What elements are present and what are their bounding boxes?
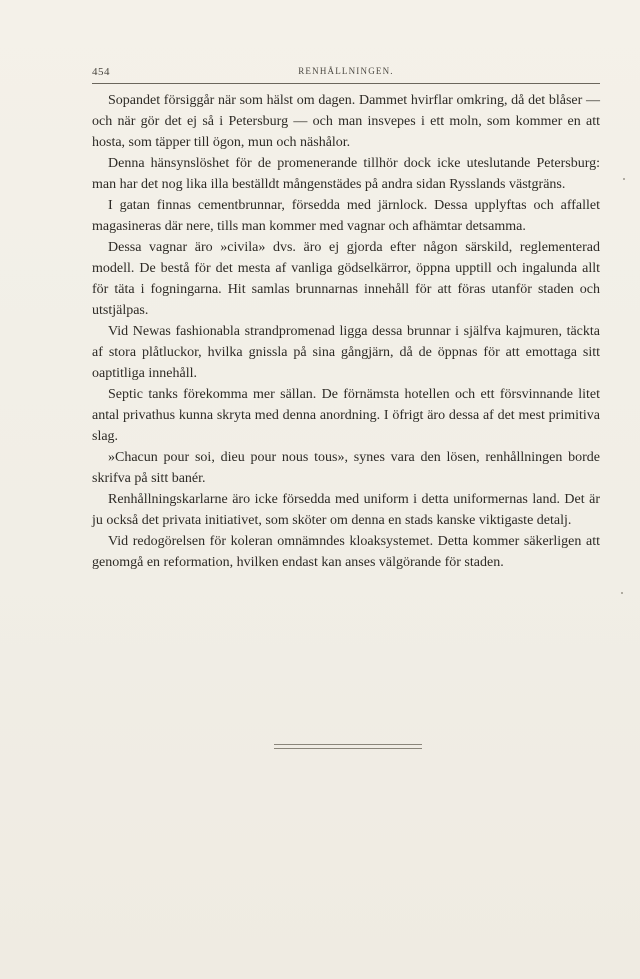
running-head: RENHÅLLNINGEN. bbox=[298, 66, 394, 76]
paper-speck bbox=[621, 592, 623, 594]
page-header bbox=[92, 66, 600, 82]
paper-speck bbox=[623, 178, 625, 180]
body-text bbox=[92, 90, 600, 573]
paragraph-9: Vid redogörelsen för koleran omnämndes kloaksystemet. Detta kommer säkerligen att genomgå en reformation, hvilken endast kan anses välgörande för staden. bbox=[92, 534, 600, 570]
paragraph-5: Vid Newas fashionabla strandpromenad ligga dessa brunnar i själfva kajmuren, täckta af stora plåtluckor, hvilka gnissla på sina gångjärn, då de öppnas för att emottaga sitt oaptitliga innehåll. bbox=[92, 324, 600, 381]
paragraph-6: Septic tanks förekomma mer sällan. De förnämsta hotellen och ett försvinnande litet antal privathus kunna skryta med denna anordning. I öfrigt äro dessa af det mest primitiva slag. bbox=[92, 387, 600, 444]
paragraph-4: Dessa vagnar äro »civila» dvs. äro ej gjorda efter någon särskild, reglementerad modell. De bestå för det mesta af vanliga gödselkärror, öppna upptill och ingalunda allt för täta i fogningarna. Hit samlas brunnarnas innehåll för att föras utanför staden och utstjälpas. bbox=[92, 240, 600, 318]
paragraph-3: I gatan finnas cementbrunnar, försedda med järnlock. Dessa upplyftas och affallet magasineras där nere, tills man kommer med vagnar och afhämtar detsamma. bbox=[92, 198, 600, 234]
page-number: 454 bbox=[92, 66, 110, 78]
paragraph-2: Denna hänsynslöshet för de promenerande tillhör dock icke uteslutande Petersburg: man har det nog lika illa beställdt mångenstädes på andra sidan Rysslands västgräns. bbox=[92, 156, 600, 192]
section-end-rule bbox=[274, 744, 422, 749]
paragraph-8: Renhållningskarlarne äro icke försedda med uniform i detta uniformernas land. Det är ju också det privata initiativet, som sköter om denna en stads kanske viktigaste detalj. bbox=[92, 492, 600, 528]
paragraph-7: »Chacun pour soi, dieu pour nous tous», synes vara den lösen, renhållningen borde skrifva på sitt banér. bbox=[92, 450, 600, 486]
header-rule bbox=[92, 83, 600, 84]
paragraph-1: Sopandet försiggår när som hälst om dagen. Dammet hvirflar omkring, då det blåser — och när gör det ej så i Petersburg — och man insvepes i ett moln, som kommer en att hosta, som täpper till ögon, mun och näshålor. bbox=[92, 93, 600, 150]
